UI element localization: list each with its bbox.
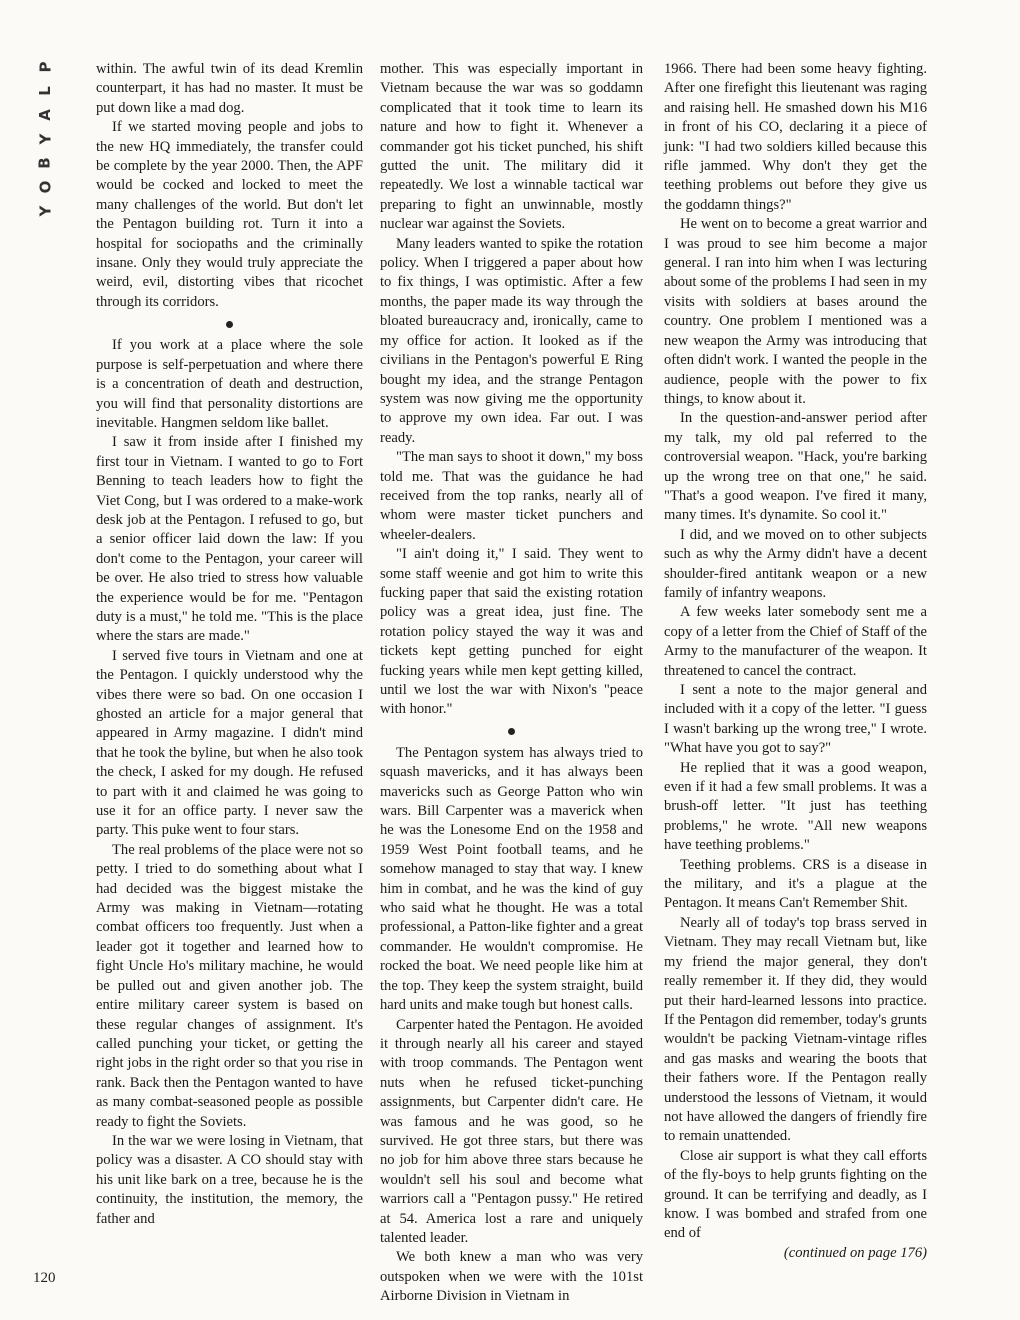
paragraph: If we started moving people and jobs to the new HQ immediately, the transfer could be complete by the year 2000. Then, the APF would be cocked and locked to meet the many challenges of the world. But don't let the Pentagon building rot. Turn it into a hospital for sociopaths and the criminally insane. Only they would truly appreciate the weird, evil, distorting vibes that ricochet through its corridors. [96, 119, 363, 310]
paragraph: If you work at a place where the sole purpose is self-perpetuation and where there is a concentration of death and destruction, you will find that personality distortions are inevitable. Hangmen seldom like ballet. [96, 337, 363, 431]
paragraph: In the question-and-answer period after my talk, my old pal referred to the controversial weapon. "Hack, you're barking up the wrong tree on that one," he said. "That's a good weapon. I've fired it many, many times. It's dynamite. So cool it." [664, 410, 927, 524]
masthead-letter: B [36, 157, 54, 169]
paragraph: Teething problems. CRS is a disease in the military, and it's a plague at the Pentagon. It means Can't Remember Shit. [664, 856, 927, 912]
paragraph: mother. This was especially important in Vietnam because the war was so goddamn complicated that it took time to learn its nature and how to fight it. Whenever a commander got his ticket punched, his shift gutted the unit. The military did it repeatedly. We lost a winnable tactical war preparing to fight an unwinnable, mostly nuclear war against the Soviets. [380, 61, 643, 233]
paragraph: Many leaders wanted to spike the rotation policy. When I triggered a paper about how to fix things, I was optimistic. After a few months, the paper made its way through the bloated bureaucracy and, ironically, came to my office for action. It looked as if the civilians in the Pentagon's powerful E Ring bought my idea, and the strange Pentagon system was now giving me the opportunity to approve my own idea. Far out. I was ready. [380, 235, 643, 446]
masthead-letter: Y [36, 133, 54, 145]
paragraph: "I ain't doing it," I said. They went to some staff weenie and got him to write this fucking paper that said the existing rotation policy was a great idea, just fine. The rotation policy stayed the way it was and tickets kept getting punched for eight fucking years while men kept getting killed, until we lost the war with Nixon's "peace with honor." [380, 546, 643, 718]
masthead-letter: Y [36, 205, 54, 217]
paragraph: He went on to become a great warrior and I was proud to see him become a major general. I ran into him when I was lecturing about some of the problems I had seen in my visits with soldiers at bases around the country. One problem I mentioned was a new weapon the Army was introducing that often didn't work. I wanted the people in the audience, people with the power to fix things, to know about it. [664, 216, 927, 407]
paragraph: 1966. There had been some heavy fighting. After one firefight this lieutenant was raging and raising hell. He smashed down his M16 in front of his CO, declaring it a piece of junk: "I had two soldiers killed because this rifle jammed. Why don't they get the teething problems out before they give us the goddamn things?" [664, 61, 927, 213]
magazine-masthead [28, 58, 62, 226]
masthead-letter: P [36, 61, 54, 73]
text-column-2 [380, 60, 644, 1305]
paragraph: Nearly all of today's top brass served in Vietnam. They may recall Vietnam but, like my friend the major general, they don't really remember it. If they did, they would put their hard-learned lessons into practice. If the Pentagon did remember, today's grunts wouldn't be packing Vietnam-vintage rifles and gas masks and wearing the boots that their fathers wore. If the Pentagon really understood the lessons of Vietnam, it would not have allowed the dangers of friendly fire to remain unattended. [664, 914, 927, 1145]
paragraph: Close air support is what they call efforts of the fly-boys to help grunts fighting on the ground. It can be terrifying and deadly, as I know. I was bombed and strafed from one end of [664, 1147, 927, 1242]
paragraph: We both knew a man who was very outspoken when we were with the 101st Airborne Division in Vietnam in [380, 1249, 643, 1305]
paragraph: I saw it from inside after I finished my first tour in Vietnam. I wanted to go to Fort Benning to teach leaders how to fight the Viet Cong, but I was ordered to a make-work desk job at the Pentagon. I refused to go, but a senior officer laid down the law: If you don't come to the Pentagon, your career will be over. He also tried to stress how valuable the experience would be for me. "Pentagon duty is a must," he told me. "This is the place where the stars are made." [96, 434, 363, 645]
paragraph: He replied that it was a good weapon, even if it had a few small problems. It was a brush-off letter. "It just has teething problems," he wrote. "All new weapons have teething problems." [664, 759, 927, 854]
paragraph: Carpenter hated the Pentagon. He avoided it through nearly all his career and stayed with troop commands. The Pentagon went nuts when he refused ticket-punching assignments, but Carpenter didn't care. He was famous and he was good, so he survived. He got three stars, but there was no job for him above three stars because he wouldn't sell his soul and become what warriors call a "Pentagon pussy." He retired at 54. America lost a rare and uniquely talented leader. [380, 1016, 643, 1246]
paragraph: I did, and we moved on to other subjects such as why the Army didn't have a decent shoulder-fired antitank weapon or a new family of infantry weapons. [664, 526, 927, 601]
masthead-letter: L [36, 86, 54, 96]
section-separator [380, 722, 643, 742]
text-column-3 [664, 60, 927, 1280]
paragraph: The Pentagon system has always tried to squash mavericks, and it has always been mavericks such as George Patton who win wars. Bill Carpenter was a maverick when he was the Lonesome End on the 1958 and 1959 West Point football teams, and he somehow managed to stay that way. I knew him in combat, and he was the kind of guy who said what he thought. He was a total professional, a Patton-like fighter and a great commander. He wouldn't compromise. He rocked the boat. We need people like him at the top. They keep the system straight, build hard units and make tough but honest calls. [380, 744, 644, 1014]
paragraph: I served five tours in Vietnam and one at the Pentagon. I quickly understood why the vibes there were so bad. On one occasion I ghosted an article for a major general that appeared in Army magazine. I didn't mind that he took the byline, but when he also took the check, I asked for my dough. He refused to part with it and claimed he was going to use it for an office party. I never saw the party. This puke went to four stars. [96, 647, 363, 839]
section-separator [96, 314, 363, 334]
paragraph: I sent a note to the major general and included with it a copy of the letter. "I guess I wasn't barking up the wrong tree," I wrote. "What have you got to say?" [664, 682, 927, 757]
continued-note: (continued on page 176) [783, 1244, 927, 1261]
masthead-letter: A [35, 109, 54, 121]
masthead-letter: O [35, 180, 54, 194]
paragraph: In the war we were losing in Vietnam, that policy was a disaster. A CO should stay with his unit like bark on a tree, because he is the continuity, the institution, the memory, the father and [96, 1132, 363, 1227]
paragraph: The real problems of the place were not so petty. I tried to do something about what I had decided was the biggest mistake the Army was making in Vietnam—rotating combat officers too frequently. Just when a leader got it together and learned how to fight Uncle Ho's military machine, he would be pulled out and given another job. The entire military career system is based on these regular changes of assignment. It's called punching your ticket, or getting the right jobs in the right order so that you rise in rank. Back then the Pentagon wanted to have as many combat-seasoned people as possible ready to fight the Soviets. [96, 841, 363, 1130]
paragraph: within. The awful twin of its dead Kremlin counterpart, it has had no master. It must be put down like a mad dog. [96, 61, 363, 116]
paragraph: "The man says to shoot it down," my boss told me. That was the guidance he had received from the top ranks, nearly all of whom were master ticket punchers and wheeler-dealers. [380, 449, 643, 543]
page-number: 120 [33, 1270, 56, 1286]
paragraph: A few weeks later somebody sent me a copy of a letter from the Chief of Staff of the Army to the manufacturer of the weapon. It threatened to cancel the contract. [664, 604, 927, 679]
text-column-1 [96, 60, 363, 1280]
